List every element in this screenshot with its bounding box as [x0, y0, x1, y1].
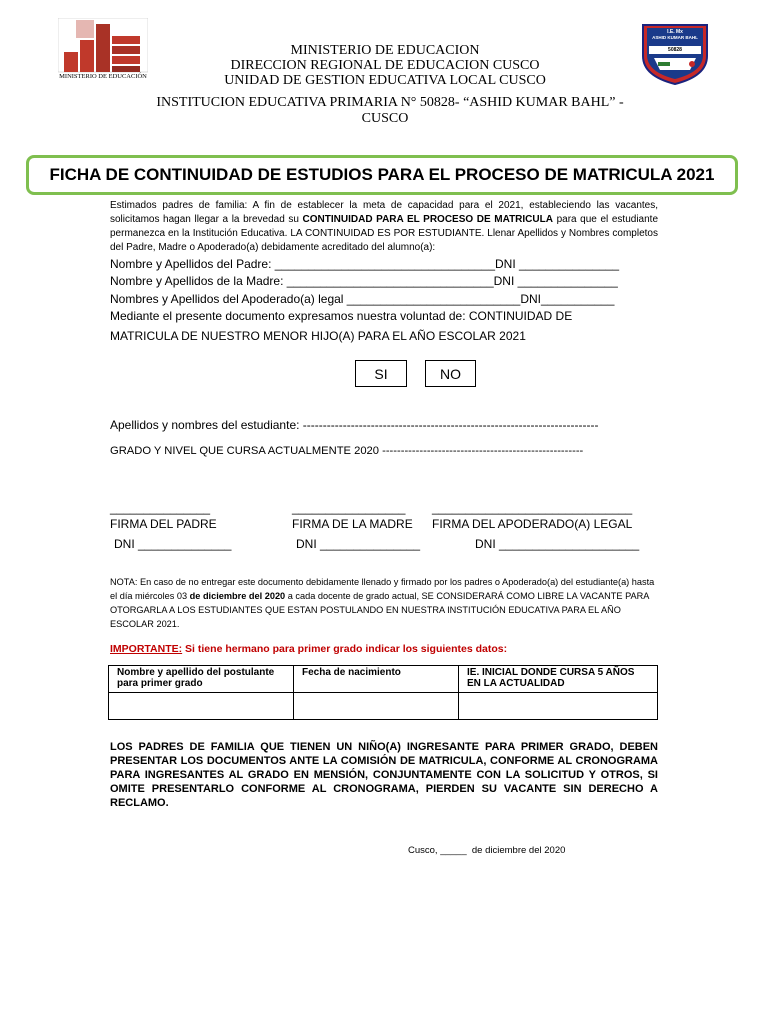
- signature-label-padre: FIRMA DEL PADRE: [110, 517, 217, 531]
- header-line-unidad: UNIDAD DE GESTION EDUCATIVA LOCAL CUSCO: [224, 73, 546, 88]
- voluntad-line-2: MATRICULA DE NUESTRO MENOR HIJO(A) PARA EL AÑO ESCOLAR 2021: [110, 329, 526, 343]
- header-line-cusco: CUSCO: [361, 111, 409, 126]
- voluntad-line-1: Mediante el presente documento expresamos nuestra voluntad de: CONTINUIDAD DE: [110, 309, 573, 323]
- header-line-direccion: DIRECCION REGIONAL DE EDUCACION CUSCO: [230, 58, 540, 73]
- si-checkbox[interactable]: SI: [355, 360, 407, 387]
- header-line-ministerio: MINISTERIO DE EDUCACION: [290, 43, 480, 58]
- logo-text: MINISTERIO DE EDUCACIÓN: [59, 73, 147, 80]
- table-header-cell: Nombre y apellido del postulante para primer grado: [109, 666, 294, 693]
- intro-text-2: para que el estudiante permanezca en la Institución Educativa. LA CONTINUIDAD ES POR ESTUDIANTE. Llenar Apellidos y Nombres completos del Padre, Madre o Apoderado(a) debidamente acreditado del alumno(a):: [110, 214, 659, 253]
- table-cell-fecha[interactable]: [294, 693, 459, 720]
- nota-text-1: NOTA: En caso de no entregar este documento debidamente llenado y firmado por los padres o Apoderado(a) del estudiante(a) hasta el día miércoles 03: [110, 577, 655, 601]
- student-grade-field[interactable]: GRADO Y NIVEL QUE CURSA ACTUALMENTE 2020 ------------------------------------------------------: [110, 445, 584, 457]
- intro-text-bold: CONTINUIDAD PARA EL PROCESO DE MATRICULA: [302, 214, 553, 225]
- guardian-name-field[interactable]: Nombres y Apellidos del Apoderado(a) legal __________________________DNI___________: [110, 292, 615, 306]
- bottom-notice: LOS PADRES DE FAMILIA QUE TIENEN UN NIÑO(A) INGRESANTE PARA PRIMER GRADO, DEBEN PRESENTAR LOS DOCUMENTOS ANTE LA COMISIÓN DE MATRICULA, CONFORME AL CRONOGRAMA PARA INGRESANTES AL GRADO EN MENSIÓN, CONJUNTAMENTE CON LA SOLICITUD Y OTROS, SI OMITE PRESENTARLO CONFORME AL CRONOGRAMA, PIERDEN SU VACANTE SIN DERECHO A RECLAMO.: [110, 741, 658, 809]
- intro-paragraph: [110, 199, 658, 255]
- form-title: FICHA DE CONTINUIDAD DE ESTUDIOS PARA EL PROCESO DE MATRICULA 2021: [49, 165, 715, 184]
- signature-line-apoderado: ______________________________: [432, 501, 633, 515]
- header-line-institucion: INSTITUCION EDUCATIVA PRIMARIA N° 50828- “ASHID KUMAR BAHL” -: [156, 95, 624, 110]
- form-title-box: [26, 155, 738, 195]
- table-cell-nombre[interactable]: [109, 693, 294, 720]
- table-header-cell: Fecha de nacimiento: [294, 666, 459, 693]
- signature-line-padre: _______________: [110, 501, 211, 515]
- intro-text-1: Estimados padres de familia: A fin de establecer la meta de capacidad para el 2021, estableciendo las vacantes, solicitamos hagan llegar a la brevedad su: [110, 200, 658, 225]
- nota-text-2: a cada docente de grado actual, SE CONSIDERARÁ COMO LIBRE LA VACANTE PARA OTORGARLA A LOS ESTUDIANTES QUE ESTAN POSTULANDO EN NUESTRA INSTITUCIÓN EDUCATIVA PARA EL AÑO ESCOLAR 2021.: [110, 591, 649, 629]
- badge-name-text: ASHID KUMAR BAHL: [652, 35, 698, 40]
- signature-label-apoderado: FIRMA DEL APODERADO(A) LEGAL: [432, 517, 633, 531]
- no-checkbox[interactable]: NO: [425, 360, 476, 387]
- table-header-row: [109, 666, 658, 693]
- place-date-line: Cusco, _____ de diciembre del 2020: [408, 845, 566, 856]
- badge-top-text: I.E. Mx: [667, 29, 683, 35]
- table-cell-ie[interactable]: [459, 693, 658, 720]
- signature-label-madre: FIRMA DE LA MADRE: [292, 517, 413, 531]
- dni-field-apoderado[interactable]: DNI _____________________: [475, 537, 640, 551]
- dni-field-madre[interactable]: DNI _______________: [296, 537, 421, 551]
- table-row: [109, 693, 658, 720]
- sibling-table: [108, 665, 658, 720]
- student-name-field[interactable]: Apellidos y nombres del estudiante: --------------------------------------------------------------------------: [110, 418, 599, 432]
- school-badge: [640, 22, 710, 86]
- nota-paragraph: [110, 575, 658, 631]
- dni-field-padre[interactable]: DNI ______________: [114, 537, 232, 551]
- nota-date: de diciembre del 2020: [189, 591, 286, 601]
- table-header-cell: IE. INICIAL DONDE CURSA 5 AÑOS EN LA ACTUALIDAD: [459, 666, 658, 693]
- signature-line-madre: _________________: [292, 501, 406, 515]
- father-name-field[interactable]: Nombre y Apellidos del Padre: _________________________________DNI _______________: [110, 257, 620, 271]
- importante-label: IMPORTANTE:: [110, 643, 183, 655]
- importante-note: [110, 643, 507, 655]
- badge-number-text: 50828: [668, 47, 682, 53]
- importante-text: Si tiene hermano para primer grado indicar los siguientes datos:: [182, 643, 508, 655]
- mother-name-field[interactable]: Nombre y Apellidos de la Madre: _______________________________DNI _______________: [110, 274, 618, 288]
